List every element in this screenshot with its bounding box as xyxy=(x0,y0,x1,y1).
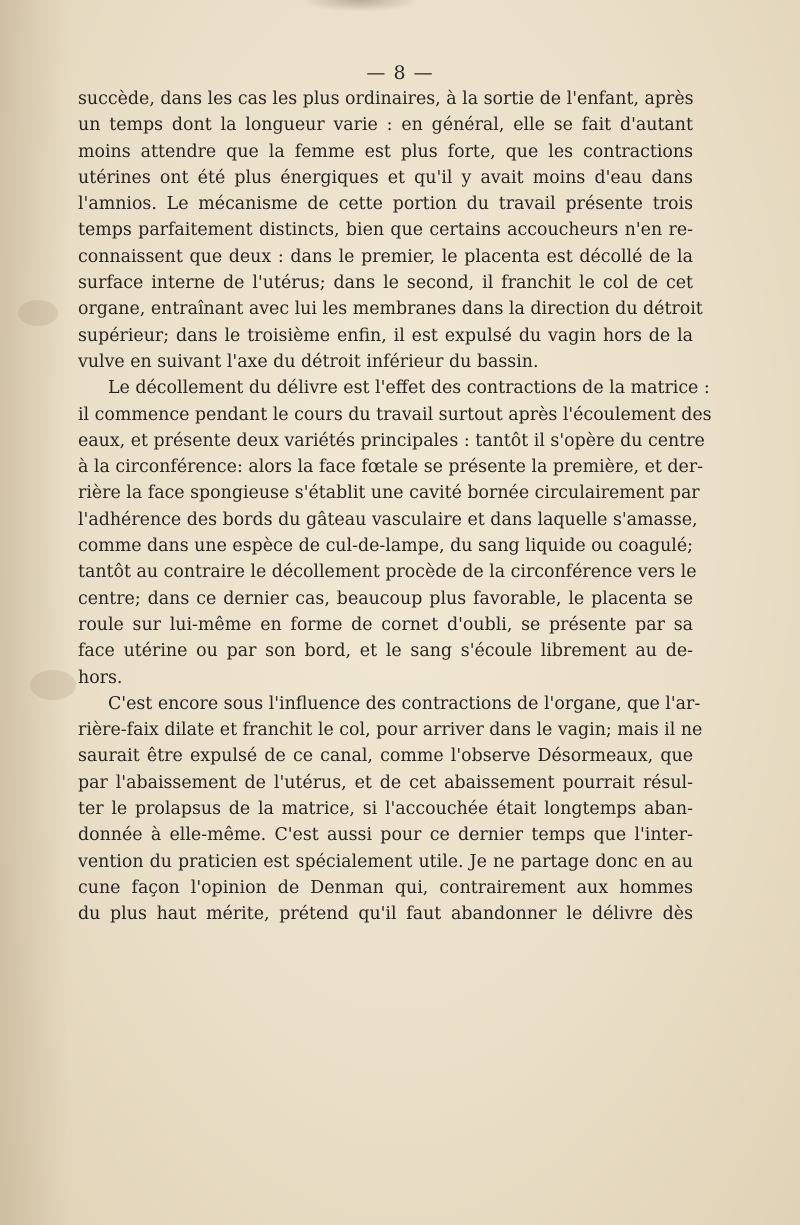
text-line: du plus haut mérite, prétend qu'il faut abandonner le délivre dès xyxy=(78,904,693,925)
text-line: l'adhérence des bords du gâteau vasculaire et dans laquelle s'amasse, xyxy=(78,509,698,530)
text-line: eaux, et présente deux variétés principales : tantôt il s'opère du centre xyxy=(78,430,705,451)
text-line: organe, entraînant avec lui les membranes dans la direction du détroit xyxy=(78,299,703,320)
text-line: l'amnios. Le mécanisme de cette portion du travail présente trois xyxy=(78,194,693,215)
text-line: temps parfaitement distincts, bien que certains accoucheurs n'en re- xyxy=(78,220,693,241)
text-line: à la circonférence: alors la face fœtale se présente la première, et der- xyxy=(78,457,704,478)
text-line: rière-faix dilate et franchit le col, pour arriver dans le vagin; mais il ne xyxy=(78,720,703,741)
text-line: succède, dans les cas les plus ordinaires, à la sortie de l'enfant, après xyxy=(78,89,694,109)
text-line: cune façon l'opinion de Denman qui, contrairement aux hommes xyxy=(78,877,693,898)
page-number: — 8 — xyxy=(366,62,434,84)
text-line: il commence pendant le cours du travail surtout après l'écoulement des xyxy=(78,404,712,425)
text-line: centre; dans ce dernier cas, beaucoup plus favorable, le placenta se xyxy=(78,588,693,609)
text-line: par l'abaissement de l'utérus, et de cet abaissement pourrait résul- xyxy=(78,772,693,793)
text-line: saurait être expulsé de ce canal, comme l'observe Désormeaux, que xyxy=(78,746,693,767)
paragraph-2 xyxy=(78,375,712,691)
text-line: C'est encore sous l'influence des contractions de l'organe, que l'ar- xyxy=(108,693,701,714)
text-line: face utérine ou par son bord, et le sang s'écoule librement au de- xyxy=(78,641,693,662)
text-line: moins attendre que la femme est plus forte, que les contractions xyxy=(78,141,693,162)
text-line: surface interne de l'utérus; dans le second, il franchit le col de cet xyxy=(78,273,693,294)
text-line: utérines ont été plus énergiques et qu'il y avait moins d'eau dans xyxy=(78,167,693,188)
body-text xyxy=(78,86,712,928)
paragraph-3 xyxy=(78,691,703,928)
text-line: un temps dont la longueur varie : en général, elle se fait d'autant xyxy=(78,115,693,136)
paragraph-1 xyxy=(78,86,703,375)
text-line: Le décollement du délivre est l'effet des contractions de la matrice : xyxy=(108,378,710,399)
text-line: vention du praticien est spécialement utile. Je ne partage donc en au xyxy=(78,851,693,872)
text-line: rière la face spongieuse s'établit une cavité bornée circulairement par xyxy=(78,483,700,504)
text-line: roule sur lui-même en forme de cornet d'oubli, se présente par sa xyxy=(78,614,693,635)
text-line: connaissent que deux : dans le premier, le placenta est décollé de la xyxy=(78,246,693,267)
text-line: hors. xyxy=(78,667,123,688)
text-line: supérieur; dans le troisième enfin, il est expulsé du vagin hors de la xyxy=(78,325,693,346)
text-line: comme dans une espèce de cul-de-lampe, du sang liquide ou coagulé; xyxy=(78,536,693,557)
text-line: ter le prolapsus de la matrice, si l'accouchée était longtemps aban- xyxy=(78,799,693,820)
paper-stain xyxy=(18,300,58,326)
text-line: donnée à elle-même. C'est aussi pour ce dernier temps que l'inter- xyxy=(78,825,693,846)
text-line: vulve en suivant l'axe du détroit inférieur du bassin. xyxy=(78,351,539,372)
top-smudge xyxy=(300,0,420,12)
text-line: tantôt au contraire le décollement procède de la circonférence vers le xyxy=(78,562,697,583)
page-edge-shadow xyxy=(0,0,70,1225)
paper-stain xyxy=(30,670,76,700)
